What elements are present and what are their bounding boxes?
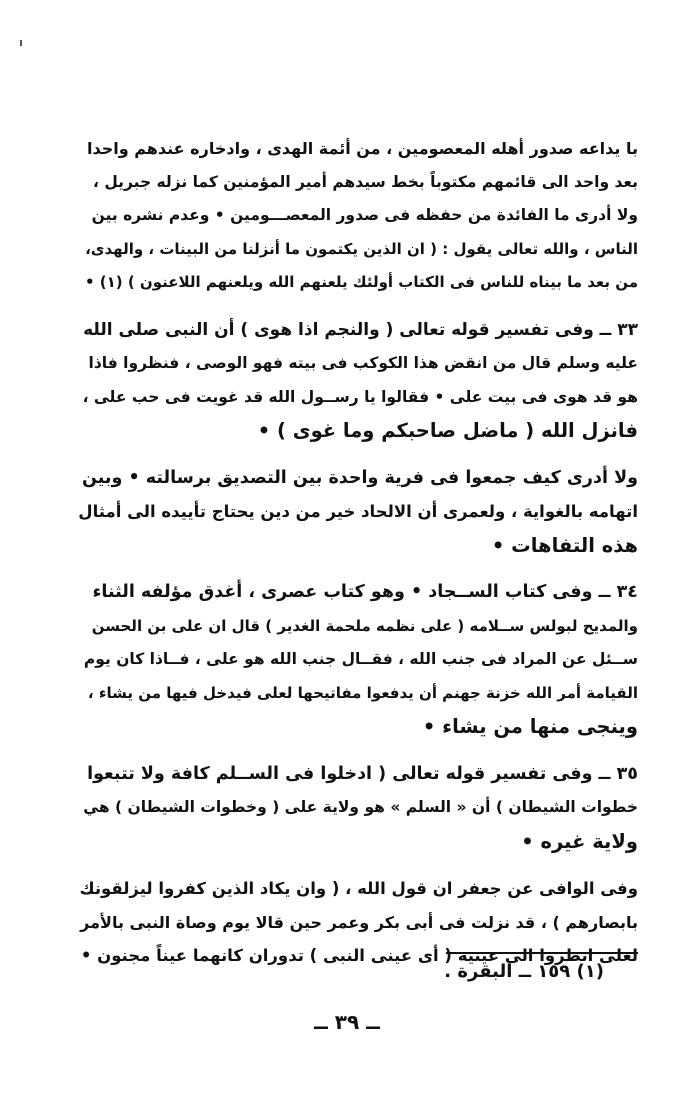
- text-line: فانزل الله ( ماضل صاحبكم وما غوى ) •: [257, 419, 638, 442]
- text-line: هو قد هوى فى بيت على • فقالوا يا رســول الله قد غويت فى حب على ،: [82, 387, 638, 406]
- text-line: خطوات الشيطان ) أن « السلم » هو ولاية على ( وخطوات الشيطان ) هي: [83, 798, 638, 816]
- page-body: [78, 132, 638, 987]
- margin-mark: [20, 40, 22, 46]
- text-line: ولا أدرى كيف جمعوا فى فرية واحدة بين التصديق برسالته • وبين: [82, 467, 638, 488]
- text-line: ســئل عن المراد فى جنب الله ، فقــال جنب الله هو على ، فــاذا كان يوم: [83, 650, 638, 668]
- text-line: لعلى انظروا الى عينيه ( أى عينى النبى ) تدوران كانهما عيناً مجنون •: [80, 946, 638, 965]
- text-line: وينجى منها من يشاء •: [422, 715, 638, 738]
- paragraph: [78, 576, 638, 744]
- text-line: با يداعه صدور أهله المعصومين ، من أئمة الهدى ، وادخاره عندهم واحدا: [87, 139, 638, 158]
- text-line: القيامة أمر الله خزنة جهنم أن يدفعوا مفاتيحها لعلى فيدخل فيها من يشاء ،: [87, 683, 638, 702]
- footnote: (١) ١٥٩ ــ البقرة .: [444, 961, 604, 982]
- text-line: اتهامه بالغواية ، ولعمرى أن الالحاد خير من دين يحتاج تأييده الى أمثال: [78, 502, 638, 521]
- paragraph: [78, 758, 638, 859]
- page-number: ــ ٣٩ ــ: [314, 1010, 380, 1034]
- footnote-separator: [446, 952, 638, 954]
- paragraph: [78, 314, 638, 448]
- text-line: بعد واحد الى قائمهم مكتوباً بخط سيدهم أمير المؤمنين كما نزله جبريل ،: [93, 172, 638, 191]
- text-line: والمديح لبولس ســلامه ( على نظمه ملحمة الغدير ) قال ان على بن الحسن: [91, 616, 638, 635]
- text-line: بابصارهم ) ، قد نزلت فى أبى بكر وعمر حين قالا يوم وصاة النبى بالأمر: [80, 912, 638, 932]
- text-line: الناس ، والله تعالى يقول : ( ان الذين يكتمون ما أنزلنا من البينات ، والهدى،: [85, 239, 638, 258]
- text-line: ولا أدرى ما الفائدة من حفظه فى صدور المعصـــومين • وعدم نشره بين: [91, 206, 638, 224]
- text-line: ٣٥ ــ وفى تفسير قوله تعالى ( ادخلوا فى الســلم كافة ولا تتبعوا: [87, 763, 638, 784]
- text-line: ٣٣ ــ وفى تفسير قوله تعالى ( والنجم اذا هوى ) أن النبى صلى الله: [83, 319, 638, 340]
- paragraph: [78, 462, 638, 563]
- text-line: ولاية غيره •: [521, 829, 638, 853]
- text-line: ٣٤ ــ وفى كتاب الســجاد • وهو كتاب عصرى ، أغدق مؤلفه الثناء: [92, 582, 638, 602]
- text-line: عليه وسلم قال من انقض هذا الكوكب فى بيته فهو الوصى ، فنظروا فاذا: [88, 354, 638, 372]
- paragraph: [78, 132, 638, 300]
- text-line: من بعد ما بيناه للناس فى الكتاب أولئك يلعنهم الله ويلعنهم اللاعنون ) (١) •: [84, 273, 638, 291]
- text-line: هذه التفاهات •: [491, 533, 638, 557]
- text-line: وفى الوافى عن جعفر ان قول الله ، ( وان يكاد الذين كفروا ليزلقونك: [79, 879, 638, 898]
